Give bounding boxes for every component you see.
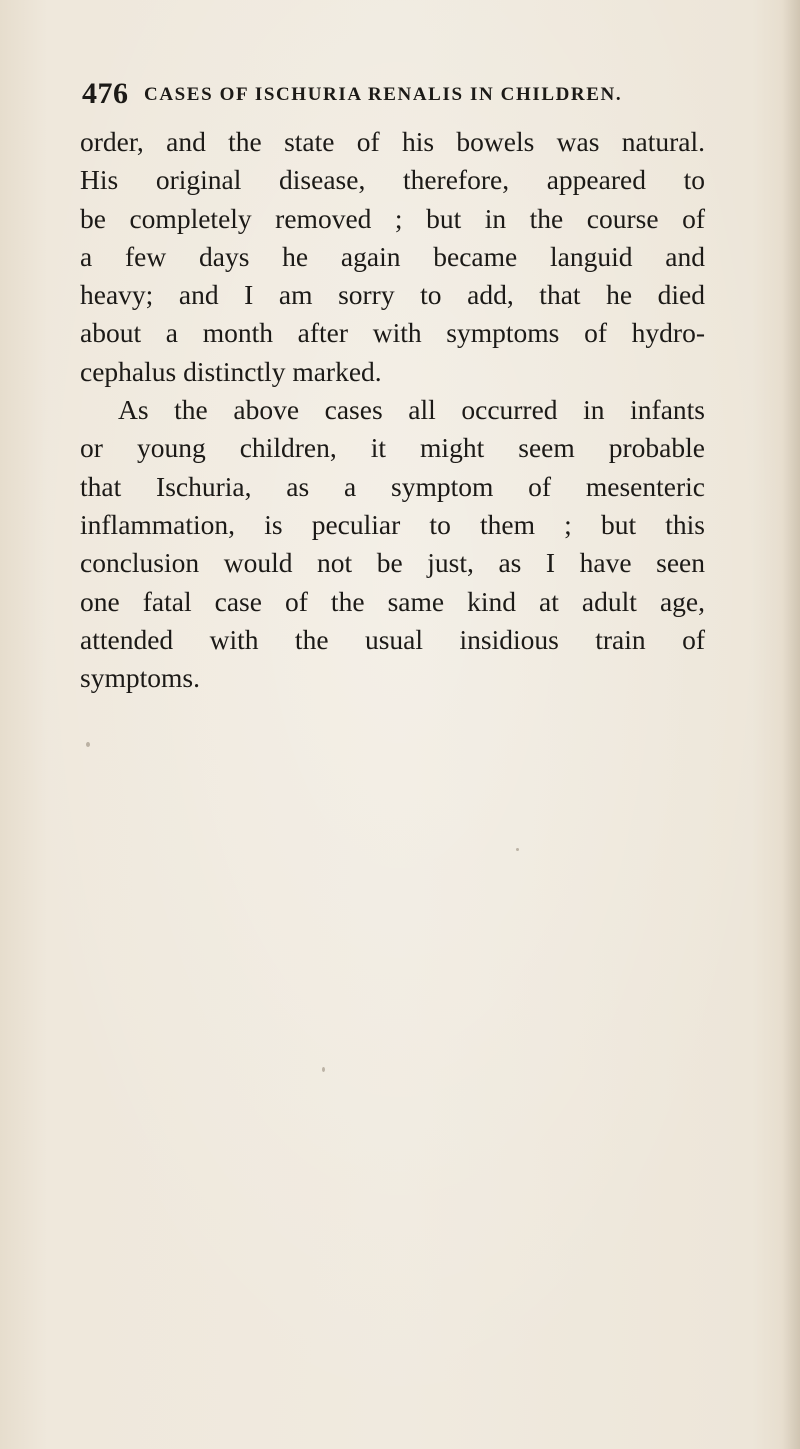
text-line: be completely removed ; but in the course of <box>80 202 705 234</box>
text-line: inflammation, is peculiar to them ; but this <box>80 508 705 540</box>
text-line: conclusion would not be just, as I have seen <box>80 547 705 579</box>
text-line: one fatal case of the same kind at adult age, <box>80 585 705 617</box>
text-line: a few days he again became languid and <box>80 240 705 272</box>
text-line: attended with the usual insidious train of <box>80 623 705 655</box>
paper-speck <box>86 742 90 747</box>
text-line: symptoms. <box>80 662 200 694</box>
text-line-paragraph-start: As the above cases all occurred in infants <box>118 394 705 426</box>
text-line: or young children, it might seem probable <box>80 432 705 464</box>
paper-speck <box>516 848 519 851</box>
text-line: about a month after with symptoms of hydro- <box>80 317 705 349</box>
text-line: His original disease, therefore, appeared to <box>80 164 705 196</box>
text-line: that Ischuria, as a symptom of mesenteric <box>80 470 705 502</box>
page-number: 476 <box>82 77 129 110</box>
text-line: cephalus distinctly marked. <box>80 355 382 387</box>
page-edge-shadow <box>782 0 800 1449</box>
text-line: order, and the state of his bowels was natural. <box>80 126 705 157</box>
text-line: heavy; and I am sorry to add, that he died <box>80 279 705 311</box>
body-text <box>80 123 705 697</box>
running-head-title: CASES OF ISCHURIA RENALIS IN CHILDREN. <box>144 84 623 105</box>
paper-speck <box>322 1067 325 1072</box>
running-head <box>82 74 722 114</box>
